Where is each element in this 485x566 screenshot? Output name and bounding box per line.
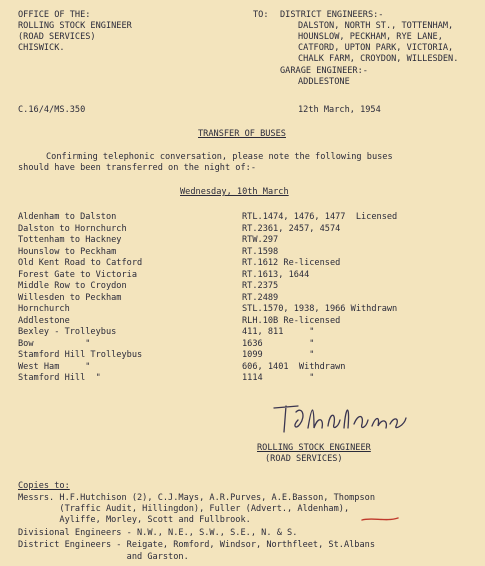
transfer-buses: RT.2375 bbox=[242, 281, 279, 291]
copies-line: (Traffic Audit, Hillingdon), Fuller (Advert., Aldenham), bbox=[18, 504, 350, 514]
red-mark-drawing bbox=[360, 514, 400, 524]
transfer-buses: 606, 1401 Withdrawn bbox=[242, 361, 346, 372]
from-line-2: ROLLING STOCK ENGINEER bbox=[18, 21, 132, 31]
transfer-buses: 1636 " bbox=[242, 338, 315, 349]
intro-line-2: should have been transferred on the night of:- bbox=[18, 163, 256, 173]
garage-line-1: GARAGE ENGINEER:- bbox=[280, 66, 368, 76]
to-line-1: DISTRICT ENGINEERS:- bbox=[280, 10, 384, 20]
reference-number: C.16/4/MS.350 bbox=[18, 105, 86, 115]
signature-drawing bbox=[268, 398, 408, 438]
transfer-route: Tottenham to Hackney bbox=[18, 235, 122, 245]
transfer-buses: 1099 " bbox=[242, 350, 315, 360]
transfer-buses: RT.1613, 1644 bbox=[242, 269, 310, 280]
transfer-buses: STL.1570, 1938, 1966 Withdrawn bbox=[242, 304, 398, 314]
from-line-3: (ROAD SERVICES) bbox=[18, 32, 96, 42]
transfer-buses: RT.1612 Re-licensed bbox=[242, 258, 341, 268]
signatory-department: (ROAD SERVICES) bbox=[265, 454, 343, 464]
to-line-3: HOUNSLOW, PECKHAM, RYE LANE, bbox=[298, 32, 443, 42]
handwritten-signature bbox=[268, 398, 408, 438]
transfer-route: Bexley - Trolleybus bbox=[18, 327, 117, 337]
copies-line: and Garston. bbox=[18, 552, 189, 562]
transfer-buses: RT.1598 bbox=[242, 246, 279, 257]
transfer-route: Old Kent Road to Catford bbox=[18, 258, 143, 268]
signatory-title: ROLLING STOCK ENGINEER bbox=[257, 443, 371, 453]
transfer-route: West Ham " bbox=[18, 361, 91, 372]
intro-line-1: Confirming telephonic conversation, please note the following buses bbox=[46, 152, 393, 162]
garage-line-2: ADDLESTONE bbox=[298, 77, 350, 87]
memo-date: 12th March, 1954 bbox=[298, 105, 381, 115]
to-label: TO: bbox=[253, 10, 269, 20]
transfer-buses: RLH.10B Re-licensed bbox=[242, 315, 341, 326]
transfer-buses: 411, 811 " bbox=[242, 327, 315, 337]
memo-title: TRANSFER OF BUSES bbox=[198, 129, 286, 139]
transfer-buses: 1114 " bbox=[242, 373, 315, 383]
transfer-route: Stamford Hill " bbox=[18, 373, 101, 383]
copies-line: Divisional Engineers - N.W., N.E., S.W., S.E., N. & S. bbox=[18, 528, 298, 538]
to-line-2: DALSTON, NORTH ST., TOTTENHAM, bbox=[298, 21, 454, 31]
copies-line: District Engineers - Reigate, Romford, Windsor, Northfleet, St.Albans bbox=[18, 540, 375, 550]
transfer-buses: RTL.1474, 1476, 1477 Licensed bbox=[242, 212, 398, 222]
transfer-route: Aldenham to Dalston bbox=[18, 212, 117, 222]
transfer-buses: RT.2489 bbox=[242, 292, 279, 303]
transfer-buses: RT.2361, 2457, 4574 bbox=[242, 223, 341, 234]
transfer-route: Addlestone bbox=[18, 315, 70, 326]
transfer-route: Willesden to Peckham bbox=[18, 292, 122, 303]
red-pencil-mark bbox=[360, 509, 400, 519]
from-line-4: CHISWICK. bbox=[18, 43, 65, 53]
transfer-route: Bow " bbox=[18, 338, 91, 349]
transfer-route: Stamford Hill Trolleybus bbox=[18, 350, 143, 360]
to-line-5: CHALK FARM, CROYDON, WILLESDEN. bbox=[298, 54, 459, 64]
transfer-route: Middle Row to Croydon bbox=[18, 281, 127, 291]
transfer-route: Hornchurch bbox=[18, 304, 70, 314]
copies-line: Messrs. H.F.Hutchison (2), C.J.Mays, A.R.Purves, A.E.Basson, Thompson bbox=[18, 493, 375, 503]
to-line-4: CATFORD, UPTON PARK, VICTORIA, bbox=[298, 43, 454, 53]
from-line-1: OFFICE OF THE: bbox=[18, 10, 91, 20]
transfer-route: Dalston to Hornchurch bbox=[18, 223, 127, 234]
transfer-day: Wednesday, 10th March bbox=[180, 187, 289, 197]
transfer-route: Hounslow to Peckham bbox=[18, 246, 117, 257]
transfer-buses: RTW.297 bbox=[242, 235, 279, 245]
copies-line: Ayliffe, Morley, Scott and Fullbrook. bbox=[18, 515, 251, 525]
transfer-route: Forest Gate to Victoria bbox=[18, 269, 137, 280]
copies-label: Copies to: bbox=[18, 481, 70, 491]
